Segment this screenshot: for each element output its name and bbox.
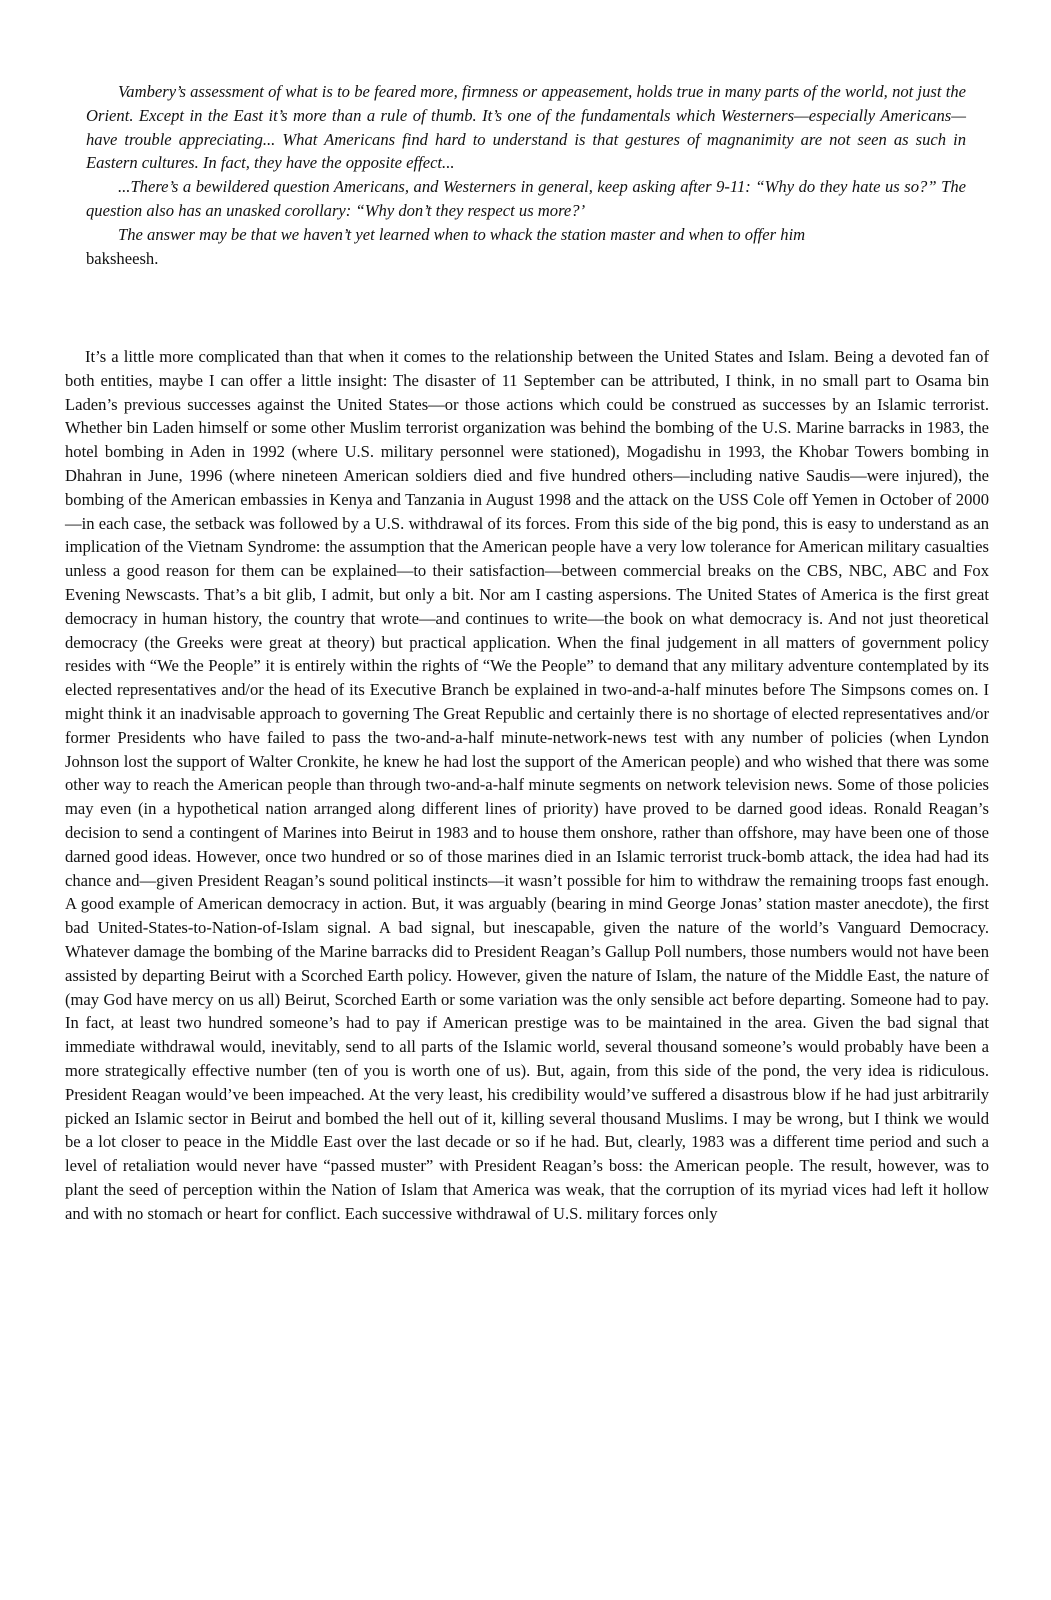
quote-paragraph-3-plain: baksheesh. (86, 248, 159, 268)
block-quote (86, 80, 966, 270)
body-text (65, 345, 989, 1225)
quote-paragraph-1: Vambery’s assessment of what is to be feared more, firmness or appeasement, holds true in many parts of the world, not just the Orient. Except in the East it’s more than a rule of thumb. It’s one of the fundamentals which Westerners—especially Americans—have trouble appreciating... What Americans find hard to understand is that gestures of magnanimity are not seen as such in Eastern cultures. In fact, they have the opposite effect... (86, 82, 966, 173)
body-paragraph: It’s a little more complicated than that when it comes to the relationship between the United States and Islam. Being a devoted fan of both entities, maybe I can offer a little insight: The disaster of 11 September can be attributed, I think, in no small part to Osama bin Laden’s previous successes against the United States—or those actions which could be construed as successes by an Islamic terrorist. Whether bin Laden himself or some other Muslim terrorist organization was behind the bombing of the U.S. Marine barracks in 1983, the hotel bombing in Aden in 1992 (where U.S. military personnel were stationed), Mogadishu in 1993, the Khobar Towers bombing in Dhahran in June, 1996 (where nineteen American soldiers died and five hundred others—including native Saudis—were injured), the bombing of the American embassies in Kenya and Tanzania in August 1998 and the attack on the USS Cole off Yemen in October of 2000—in each case, the setback was followed by a U.S. withdrawal of its forces. From this side of the big pond, this is easy to understand as an implication of the Vietnam Syndrome: the assumption that the American people have a very low tolerance for American military casualties unless a good reason for them can be explained—to their satisfaction—between commercial breaks on the CBS, NBC, ABC and Fox Evening Newscasts. That’s a bit glib, I admit, but only a bit. Nor am I casting aspersions. The United States of America is the first great democracy in human history, the country that wrote—and continues to write—the book on what democracy is. And not just theoretical democracy (the Greeks were great at theory) but practical application. When the final judgement in all matters of government policy resides with “We the People” it is entirely within the rights of “We the People” to demand that any military adventure contemplated by its elected representatives and/or the head of its Executive Branch be explained in two-and-a-half minutes before The Simpsons comes on. I might think it an inadvisable approach to governing The Great Republic and certainly there is no shortage of elected representatives and/or former Presidents who have failed to pass the two-and-a-half minute-network-news test with any number of policies (when Lyndon Johnson lost the support of Walter Cronkite, he knew he had lost the support of the American people) and who wished that there was some other way to reach the American people than through two-and-a-half minute segments on network television news. Some of those policies may even (in a hypothetical nation arranged along different lines of priority) have proved to be darned good ideas. Ronald Reagan’s decision to send a contingent of Marines into Beirut in 1983 and to house them onshore, rather than offshore, may have been one of those darned good ideas. However, once two hundred or so of those marines died in an Islamic terrorist truck-bomb attack, the idea had had its chance and—given President Reagan’s sound political instincts—it wasn’t possible for him to withdraw the remaining troops fast enough. A good example of American democracy in action. But, it was arguably (bearing in mind George Jonas’ station master anecdote), the first bad United-States-to-Nation-of-Islam signal. A bad signal, but inescapable, given the nature of the world’s Vanguard Democracy. Whatever damage the bombing of the Marine barracks did to President Reagan’s Gallup Poll numbers, those numbers would not have been assisted by departing Beirut with a Scorched Earth policy. However, given the nature of Islam, the nature of the Middle East, the nature of (may God have mercy on us all) Beirut, Scorched Earth or some variation was the only sensible act before departing. Someone had to pay. In fact, at least two hundred someone’s had to pay if American prestige was to be maintained in the area. Given the bad signal that immediate withdrawal would, inevitably, send to all parts of the Islamic world, several thousand someone’s would probably have been a more strategically effective number (ten of you is worth one of us). But, again, from this side of the pond, the very idea is ridiculous. President Reagan would’ve been impeached. At the very least, his credibility would’ve suffered a disastrous blow if he had just arbitrarily picked an Islamic sector in Beirut and bombed the hell out of it, killing several thousand Muslims. I may be wrong, but I think we would be a lot closer to peace in the Middle East over the last decade or so if he had. But, clearly, 1983 was a different time period and such a level of retaliation would never have “passed muster” with President Reagan’s boss: the American people. The result, however, was to plant the seed of perception within the Nation of Islam that America was weak, that the corruption of its myriad vices had left it hollow and with no stomach or heart for conflict. Each successive withdrawal of U.S. military forces only (65, 347, 989, 1223)
quote-paragraph-2: ...There’s a bewildered question Americans, and Westerners in general, keep asking after 9-11: “Why do they hate us so?” The question also has an unasked corollary: “Why don’t they respect us more?’ (86, 177, 966, 220)
quote-paragraph-3 (86, 223, 966, 271)
quote-paragraph-3-italic: The answer may be that we haven’t yet learned when to whack the station master and when to offer him (118, 224, 806, 244)
